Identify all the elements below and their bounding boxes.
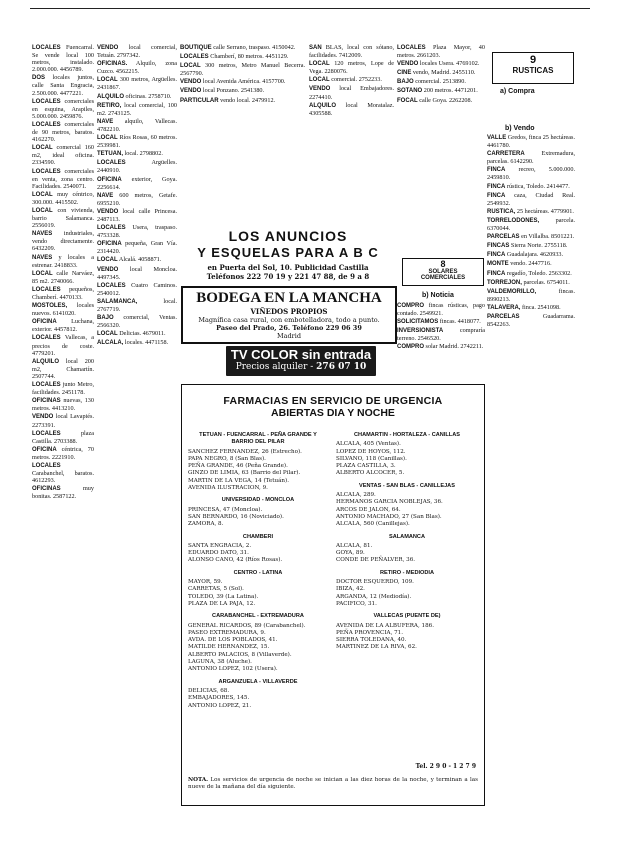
top-rule [30,8,590,9]
farmacia-address: AVENIDA DE LA ALBUFERA, 186. [336,622,434,629]
ad-tv-line2 [226,362,376,372]
farmacias-district-heading: VALLECAS (PUENTE DE) [373,613,441,620]
classified-ad: LOCALES Carabanchel, baratos. 4612293. [32,462,94,485]
classified-ad: DOS locales juntos, calle Santa Engracia, 2.500.000. 4477221. [32,74,94,97]
classified-ad: VENDO local Embajadores. 2274410. [309,85,394,101]
classified-ad: LOCALES pequeños, Chamberí. 4470133. [32,285,94,301]
ad-tv-label: Precios alquiler - [235,362,314,372]
classified-ad: LOCALES plaza Castilla. 2703388. [32,429,94,445]
farmacia-address: HERMANOS GARCIA NOBLEJAS, 36. [336,499,443,506]
farmacias-note [188,777,478,791]
ad-bodega [181,286,397,344]
farmacia-address: DELICIAS, 68. [188,687,230,694]
classifieds-column-7 [397,302,485,382]
classified-ad: TORRELODONES, parcela. 6370044. [487,216,575,233]
classifieds-column-2 [97,44,177,806]
classified-ad: BAJO comercial. 2513890. [397,78,466,86]
classified-ad: FINCA recreo, 5.000.000. 2459810. [487,166,575,182]
classified-ad: LOCALES Plaza Mayor, 40 metros. 2661203. [397,44,485,60]
classified-ad: NAVES y locales a estrenar. 2418833. [32,253,94,269]
farmacia-address: ALCALA, 289. [336,492,376,499]
classified-ad: LOCALES comerciales de 90 metros, baratos. 4162270. [32,120,94,144]
farmacia-address: AVENIDA ILUSTRACION, 9. [188,485,268,492]
classified-ad: FINCA regadío, Toledo. 2563302. [487,269,572,277]
classified-ad: LOCAL Delicias. 4679011. [97,330,166,338]
rusticas-header [492,52,574,84]
classified-ad: BAJO comercial, Ventas. 2566320. [97,314,177,330]
farmacia-address: ALCALA, 560 (Canillejas). [336,521,410,528]
classified-ad: VALDEMORILLO, fincas. 8990213. [487,287,575,303]
farmacia-address: TOLEDO, 39 (La Latina). [188,593,259,600]
farmacias-district-heading: ARGANZUELA - VILLAVERDE [218,678,298,685]
solares-sub: b) Noticia [422,292,454,299]
ad-anuncios-line3: en Puerta del Sol, 10. Publicidad Castilla [207,263,369,272]
farmacias-note-text: Los servicios de urgencia de noche se inician a las diez horas de la noche, y terminan a las nueve de la mañana del día siguiente. [188,777,478,790]
classified-ad: ALQUILO oficinas. 2758710. [97,92,172,100]
classified-ad: PARCELAS Guadarrama. 8542263. [487,312,575,329]
farmacia-address: IBIZA, 42. [336,586,365,593]
rusticas-vendo: b) Vendo [505,125,535,132]
farmacia-address: PACIFICO, 31. [336,600,377,607]
farmacias-title2: ABIERTAS DIA Y NOCHE [271,407,395,419]
classified-ad: ALCALA, locales. 4471158. [97,339,169,347]
classified-ad: OFICINA céntrica, 70 metros. 2221910. [32,445,94,461]
classified-ad: NAVE 600 metros, Getafe. 6955210. [97,191,177,207]
classified-ad: VENDO local comercial, Tetuán. 2797342. [97,44,177,60]
classified-ad: VENDO local Ponzano. 2541380. [180,87,265,95]
classified-ad: TALAVERA, finca. 2541098. [487,303,561,311]
classified-ad: VENDO local Moncloa. 4497345. [97,265,177,281]
farmacia-address: ALBERTO ALCOCER, 5. [336,470,405,477]
farmacia-address: MATILDE HERNANDEZ, 15. [188,644,270,651]
farmacia-address: SANTA ENGRACIA, 2. [188,542,252,549]
classified-ad: SOLICITAMOS fincas. 4418077. [397,318,481,326]
classified-ad: MOSTOLES, locales nuevos. 6141020. [32,302,94,318]
classified-ad: LOCAL muy céntrico, 300.000. 4415502. [32,190,94,206]
farmacia-address: PLAZA CASTILLA, 3. [336,463,396,470]
farmacia-address: EDUARDO DATO, 31. [188,550,249,557]
classified-ad: TORREJON, parcelas. 6754011. [487,278,570,286]
farmacia-address: ARGANDA, 12 (Mediodía). [336,593,412,600]
ad-anuncios-line4: Teléfonos 222 70 19 y 221 47 88, de 9 a 8 [206,272,370,281]
classifieds-column-4 [309,44,394,224]
farmacia-address: PAPA NEGRO, 8 (San Blas). [188,455,266,462]
classified-ad: LOCAL 120 metros, Lope de Vega. 2280076. [309,60,394,76]
classified-ad: LOCALES Fuencarral. Se vende local 100 metros, instalado. 2.000.000. 4456789. [32,44,94,74]
classified-ad: PARCELAS en Villalba. 8501221. [487,233,575,241]
farmacia-address: CONDE DE PEÑALVER, 36. [336,557,416,564]
ad-tv-phone: 276 07 10 [316,362,367,372]
farmacias-district-heading: CHAMARTIN - HORTALEZA - CANILLAS [354,432,460,438]
classified-ad: OFICINAS nuevas, 130 metros. 4413210. [32,397,94,413]
classified-ad: COMPRO solar Madrid. 2742211. [397,343,484,351]
classified-ad: FINCA rústica, Toledo. 2414477. [487,182,570,190]
farmacia-address: SIERRA TOLEDANA, 40. [336,637,407,644]
classified-ad: RETIRO, local comercial, 100 m2. 2743125. [97,101,177,117]
farmacia-address: LAGUNA, 38 (Aluche). [188,659,252,666]
farmacia-address: GENERAL RICARDOS, 89 (Carabanchel). [188,622,306,629]
ad-bodega-address: Paseo del Prado, 26. Teléfono 229 06 39 [216,324,362,332]
classified-ad: OFICINA Luchana, exterior. 4457812. [32,318,94,334]
solares-number: 8 [440,259,446,269]
farmacia-address: ANTONIO LOPEZ, 102 (Usera). [188,666,278,673]
farmacias-district-heading: SALAMANCA [388,533,426,540]
classified-ad: MONTE vendo. 2447716. [487,260,552,268]
classified-ad: LOCAL con vivienda, barrio Salamanca. 2556019. [32,206,94,230]
farmacia-address: PEÑA GRANDE, 46 (Peña Grande). [188,463,288,470]
ad-bodega-body: Magnífica casa rural, con embotelladora, todo a punto. [198,316,380,324]
farmacia-address: ALCALA, 81. [336,542,373,549]
classified-ad: BOUTIQUE calle Serrano, traspaso. 4150042. [180,44,296,51]
classifieds-column-5 [397,44,485,254]
farmacia-address: AVDA. DE LOS POBLADOS, 41. [188,637,278,644]
classified-ad: FOCAL calle Goya. 2262208. [397,96,473,104]
ad-anuncios-esquelas [180,228,396,284]
farmacia-address: MARTINEZ DE LA RIVA, 62. [336,644,417,651]
ad-anuncios-line2: Y ESQUELAS PARA A B C [197,245,379,260]
classified-ad: LOCAL 300 metros, Argüelles. 2431867. [97,76,177,92]
farmacia-address: PRINCESA, 47 (Moncloa). [188,506,263,513]
farmacias-title1: FARMACIAS EN SERVICIO DE URGENCIA [223,395,443,407]
ad-tv-color [226,346,376,376]
farmacia-address: PEÑA PROVENCIA, 71. [336,629,404,636]
solares-header [402,258,484,286]
farmacia-address: SANCHEZ FERNANDEZ, 26 (Estrecho). [188,448,302,455]
classified-ad: LOCALES comerciales en venta, zona centro. Facilidades. 2540071. [32,167,94,190]
classified-ad: FINCA caza, Ciudad Real. 2549932. [487,191,575,207]
classified-ad: PARTICULAR vendo local. 2479912. [180,96,276,104]
classified-ad: LOCAL Alcalá. 4058871. [97,256,162,264]
ad-bodega-sub: VIÑEDOS PROPIOS [250,307,328,316]
farmacia-address: ALCALA, 405 (Ventas). [336,441,401,448]
classified-ad: NAVES industriales, vendo directamente. 6432209. [32,230,94,253]
classified-ad: LOCAL comercial. 2752233. [309,76,382,84]
classifieds-column-3 [180,44,305,224]
farmacias-district-heading: UNIVERSIDAD - MONCLOA [221,497,295,504]
classified-ad: COMPRO fincas rústicas, pago contado. 2549921. [397,302,485,318]
classified-ad: NAVE alquilo, Vallecas. 4782210. [97,117,177,133]
classified-ad: SALAMANCA, local. 2767719. [97,297,177,313]
farmacias-note-label: NOTA. [188,777,209,783]
classified-ad: LOCAL calle Narváez, 85 m2. 2740066. [32,269,94,285]
farmacia-address: EMBAJADORES, 145. [188,695,250,702]
farmacia-address: ALONSO CANO, 42 (Ríos Rosas). [188,557,283,564]
rusticas-number: 9 [529,54,537,66]
classified-ad: VENDO local calle Princesa. 2487113. [97,207,177,223]
classifieds-column-6 [487,134,575,806]
farmacias-telephone: Tel. 2 9 0 - 1 2 7 9 [415,763,476,770]
classified-ad: INVERSIONISTA compraría terreno. 2546520. [397,327,485,343]
farmacia-address: GINZO DE LIMIA, 63 (Barrio del Pilar). [188,470,301,477]
classified-ad: VENDO locales Usera. 4769102. [397,60,480,68]
classified-ad: VALLE Gredos, finca 25 hectáreas. 4461780. [487,134,575,150]
classified-ad: VENDO local Avenida América. 4157700. [180,78,286,86]
classified-ad: LOCALES junto Metro, facilidades. 2451178. [32,381,94,397]
ad-bodega-city: Madrid [276,332,302,340]
rusticas-title: RUSTICAS [512,66,554,75]
farmacias-district-heading: CENTRO - LATINA [233,569,283,576]
farmacia-address: MAYOR, 59. [188,579,223,586]
classified-ad: ALQUILO local Moratalaz. 4305588. [309,101,394,117]
classified-ad: LOCALES comerciales en esquina, Arapiles, 5.000.000. 2459876. [32,97,94,120]
classified-ad: SAN BLAS, local con sótano, facilidades. 7412009. [309,44,394,60]
classified-ad: CINE vendo, Madrid. 2455110. [397,69,476,77]
solares-title1: SOLARES [428,269,458,275]
farmacias-district-heading: TETUAN - FUENCARRAL - PEÑA GRANDE Y BARRIO DEL PILAR [199,432,317,446]
farmacias-right-column [336,427,478,652]
classified-ad: RUSTICA, 25 hectáreas. 4779901. [487,207,574,215]
farmacia-address: PASEO EXTREMADURA, 9. [188,629,266,636]
classified-ad: VENDO local Lavapiés. 2273391. [32,413,94,429]
classified-ad: OFICINAS. Alquilo, zona Cuzco. 4562215. [97,60,177,76]
rusticas-compra: a) Compra [500,88,535,95]
classified-ad: OFICINA pequeña, Gran Vía. 2314420. [97,240,177,256]
classified-ad: TETUAN, local. 2798802. [97,150,163,158]
farmacia-address: ALBERTO PALACIOS, 8 (Villaverde). [188,651,292,658]
farmacia-address: DOCTOR ESQUERDO, 109. [336,579,414,586]
classified-ad: LOCALES Argüelles. 2440910. [97,159,177,175]
farmacia-address: ANTONIO LOPEZ, 21. [188,702,252,709]
farmacias-left-column [188,427,328,710]
classified-ad: FINCA Guadalajara. 4620933. [487,251,564,259]
farmacias-district-heading: RETIRO - MEDIODIA [379,569,435,576]
ad-anuncios-line1: LOS ANUNCIOS [228,228,348,244]
classified-ad: LOCAL comercial 160 m2, ideal oficina. 2334590. [32,144,94,167]
classified-ad: LOCAL 300 metros, Metro Manuel Becerra. 2567790. [180,62,305,78]
classified-ad: ALQUILO local 200 m2, Chamartín. 2507744. [32,357,94,380]
farmacias-district-heading: CARABANCHEL - EXTREMADURA [212,613,304,620]
classifieds-column-1 [32,44,94,806]
farmacia-address: SAN BERNARDO, 16 (Noviciado). [188,513,284,520]
classified-ad: SOTANO 200 metros. 4471201. [397,87,478,95]
farmacia-address: MARTIN DE LA VEGA, 14 (Tetuán). [188,477,289,484]
classified-ad: OFICINAS muy bonitas. 2587122. [32,485,94,501]
classified-ad: CARRETERA Extremadura, parcelas. 6142290. [487,150,575,166]
farmacia-address: CARRETAS, 5 (Sol). [188,586,244,593]
farmacias-district-heading: VENTAS - SAN BLAS - CANILLEJAS [359,482,455,489]
farmacia-address: ANTONIO MACHADO, 27 (San Blas). [336,513,442,520]
classified-ad: LOCAL Ríos Rosas, 60 metros. 2539981. [97,134,177,150]
farmacia-address: SILVANO, 118 (Canillas). [336,455,407,462]
classified-ad: LOCALES Usera, traspaso. 4753328. [97,224,177,240]
farmacia-address: ZAMORA, 8. [188,521,224,528]
classified-ad: LOCALES Cuatro Caminos. 2540012. [97,281,177,297]
farmacia-address: LOPEZ DE HOYOS, 112. [336,448,406,455]
farmacia-address: PLAZA DE LA PAJA, 12. [188,600,256,607]
classified-ad: LOCALES Vallecas, a precios de coste. 4779201. [32,334,94,357]
classified-ad: OFICINA exterior, Goya. 2256614. [97,175,177,191]
ad-tv-line1: TV COLOR sin entrada [230,347,372,362]
classified-ad: LOCALES Chamberí, 80 metros. 4451129. [180,53,289,61]
farmacia-address: GOYA, 89. [336,550,365,557]
solares-title2: COMERCIALES [420,275,466,281]
ad-bodega-title: BODEGA EN LA MANCHA [196,290,382,306]
farmacias-district-heading: CHAMBERI [242,533,274,540]
farmacias-section [181,384,485,806]
farmacia-address: ARCOS DE JALON, 64. [336,506,401,513]
classified-ad: FINCAS Sierra Norte. 2755118. [487,242,568,250]
